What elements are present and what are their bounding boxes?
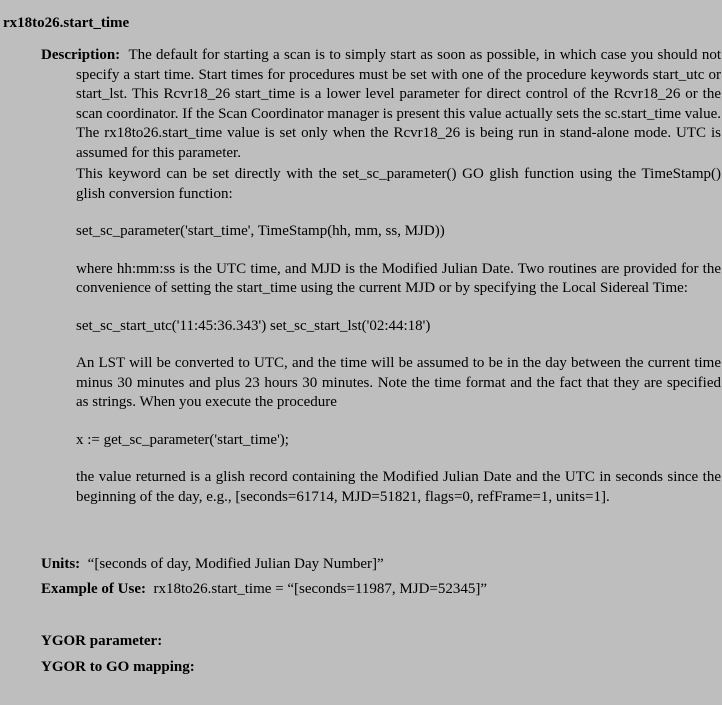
parameter-title: rx18to26.start_time	[3, 15, 130, 31]
code-example-get-sc-parameter: x := get_sc_parameter('start_time');	[76, 431, 289, 448]
description-paragraph-3: where hh:mm:ss is the UTC time, and MJD is the Modified Julian Date. Two routines are provided for the convenience of setting the start_time using the current MJD or by specifying the Local Sidereal Time:	[76, 260, 721, 296]
description-paragraph-4: An LST will be converted to UTC, and the time will be assumed to be in the day between the current time minus 30 minutes and plus 23 hours 30 minutes. Note the time format and the fact that they are specified as strings. When you execute the procedure	[76, 355, 721, 410]
description-label: Description:	[41, 47, 121, 63]
example-entry	[41, 580, 487, 600]
example-value: rx18to26.start_time = “[seconds=11987, MJD=52345]”	[153, 581, 488, 597]
description-paragraph-1	[41, 46, 721, 163]
description-paragraph-5: the value returned is a glish record containing the Modified Julian Date and the UTC in seconds since the beginning of the day, e.g., [seconds=61714, MJD=51821, flags=0, refFrame=1, units=1].	[76, 469, 721, 505]
ygor-parameter-label: YGOR parameter:	[41, 633, 163, 649]
description-text-1: The default for starting a scan is to simply start as soon as possible, in which case you should not specify a start time. Start times for procedures must be set with one of the procedure keywords start_utc or start_lst. This Rcvr18_26 start_time is a lower level parameter for direct control of the Rcvr18_26 or the scan coordinator. If the Scan Coordinator manager is present this value actually sets the sc.start_time value. The rx18to26.start_time value is set only when the Rcvr18_26 is being run in stand-alone mode. UTC is assumed for this parameter.	[76, 47, 721, 161]
units-entry	[41, 555, 384, 575]
units-label: Units:	[41, 556, 81, 572]
description-paragraph-2: This keyword can be set directly with the set_sc_parameter() GO glish function using the TimeStamp() glish conversion function:	[76, 166, 721, 202]
ygor-to-go-mapping-label: YGOR to GO mapping:	[41, 659, 195, 675]
description-block	[41, 46, 721, 507]
code-example-set-sc-parameter: set_sc_parameter('start_time', TimeStamp(hh, mm, ss, MJD))	[76, 223, 445, 239]
code-example-start-utc-lst: set_sc_start_utc('11:45:36.343') set_sc_start_lst('02:44:18')	[76, 317, 431, 334]
example-label: Example of Use:	[41, 581, 146, 597]
units-value: “[seconds of day, Modified Julian Day Number]”	[87, 556, 384, 572]
